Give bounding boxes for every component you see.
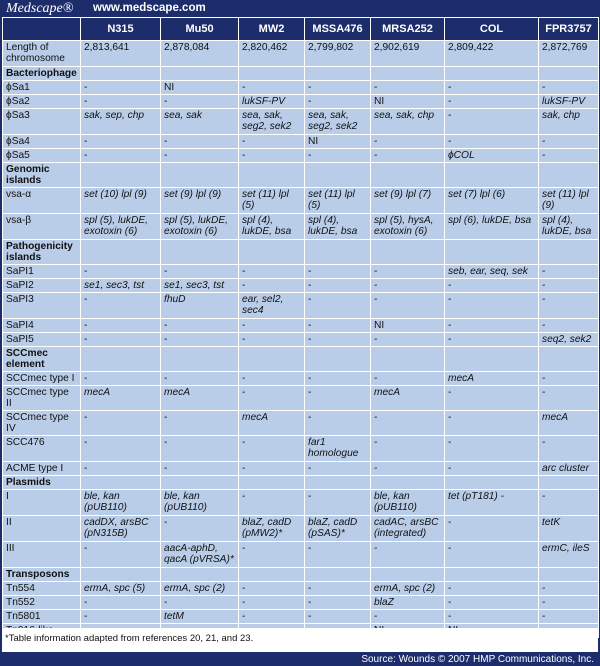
table-cell: - [239,490,305,516]
table-cell: - [81,542,161,568]
table-cell: - [371,462,445,476]
table-cell: - [445,279,539,293]
table-cell: NI [161,81,239,95]
table-cell: - [81,596,161,610]
table-row [3,41,599,67]
table-cell: - [445,411,539,436]
row-label: SCCmec type II [3,386,81,411]
table-cell: - [539,135,599,149]
section-label: Plasmids [3,476,81,490]
table-cell: - [239,436,305,462]
table-row [3,319,599,333]
empty-cell [161,347,239,372]
row-label: ϕSa1 [3,81,81,95]
table-cell: - [445,462,539,476]
empty-cell [239,67,305,81]
table-cell: - [305,462,371,476]
table-cell: ermC, ileS [539,542,599,568]
table-cell: - [305,265,371,279]
table-cell: - [445,135,539,149]
empty-cell [305,347,371,372]
table-cell: - [539,610,599,624]
table-cell: - [239,386,305,411]
table-cell: - [161,95,239,109]
empty-cell [161,163,239,188]
table-row [3,582,599,596]
table-cell: - [239,265,305,279]
row-label: ϕSa3 [3,109,81,135]
table-cell: - [539,293,599,319]
table-cell: - [161,265,239,279]
row-label: III [3,542,81,568]
empty-cell [239,568,305,582]
table-row [3,149,599,163]
table-cell: - [161,135,239,149]
table-cell: - [445,610,539,624]
table-cell: ermA, spc (5) [81,582,161,596]
table-cell: se1, sec3, tst [161,279,239,293]
table-row [3,372,599,386]
row-label: ϕSa5 [3,149,81,163]
table-cell: - [305,319,371,333]
table-cell: blaZ, cadD (pSAS)* [305,516,371,542]
table-row [3,333,599,347]
table-cell: - [161,411,239,436]
table-cell: sea, sak, seg2, sek2 [305,109,371,135]
table-cell: - [161,436,239,462]
section-label: Transposons [3,568,81,582]
empty-cell [161,240,239,265]
table-cell: - [81,610,161,624]
empty-cell [239,347,305,372]
table-row [3,386,599,411]
table-cell: seq2, sek2 [539,333,599,347]
row-label: SaPI4 [3,319,81,333]
table-cell: aacA-aphD, qacA (pVRSA)* [161,542,239,568]
table-cell: sea, sak [161,109,239,135]
table-cell: - [161,149,239,163]
table-cell: - [161,462,239,476]
table-cell: - [539,279,599,293]
table-body [3,41,599,638]
table-cell: - [81,372,161,386]
empty-cell [81,347,161,372]
table-cell: - [239,462,305,476]
header-bar [0,0,600,17]
table-cell: NI [371,95,445,109]
table-cell: - [445,293,539,319]
table-cell: - [81,81,161,95]
column-header: Mu50 [161,18,239,41]
empty-cell [539,476,599,490]
table-row [3,462,599,476]
table-cell: spl (5), lukDE, exotoxin (6) [81,214,161,240]
table-row [3,411,599,436]
table-row [3,135,599,149]
table-cell: 2,820,462 [239,41,305,67]
table-cell: - [81,319,161,333]
table-cell: cadDX, arsBC (pN315B) [81,516,161,542]
table-cell: ble, kan (pUB110) [81,490,161,516]
table-cell: cadAC, arsBC (integrated) [371,516,445,542]
table-cell: - [445,596,539,610]
table-cell: - [371,372,445,386]
empty-cell [81,67,161,81]
column-header: MRSA252 [371,18,445,41]
table-cell: ble, kan (pUB110) [161,490,239,516]
empty-cell [371,568,445,582]
empty-cell [161,568,239,582]
table-cell: - [305,279,371,293]
table-cell: mecA [161,386,239,411]
empty-cell [445,240,539,265]
table-cell: set (7) lpl (6) [445,188,539,214]
section-row [3,347,599,372]
table-row [3,610,599,624]
row-label: SCCmec type IV [3,411,81,436]
empty-cell [445,163,539,188]
table-cell: - [161,319,239,333]
empty-cell [305,67,371,81]
table-cell: sea, sak, seg2, sek2 [239,109,305,135]
table-cell: se1, sec3, tst [81,279,161,293]
table-cell: mecA [371,386,445,411]
empty-cell [81,568,161,582]
table-cell: sak, chp [539,109,599,135]
table-cell: tetM [161,610,239,624]
row-label: Tn5801 [3,610,81,624]
table-cell: far1 homologue [305,436,371,462]
table-cell: ermA, spc (2) [161,582,239,596]
empty-cell [371,347,445,372]
empty-cell [371,67,445,81]
table-cell: - [305,81,371,95]
table-cell: - [239,333,305,347]
empty-cell [305,476,371,490]
table-cell: - [239,610,305,624]
table-row [3,109,599,135]
site-url[interactable]: www.medscape.com [93,2,206,14]
table-row [3,95,599,109]
section-label: Genomic islands [3,163,81,188]
table-cell: - [161,372,239,386]
table-container [2,17,598,628]
table-cell: 2,799,802 [305,41,371,67]
table-cell: - [539,81,599,95]
table-cell: - [539,265,599,279]
section-label: SCCmec element [3,347,81,372]
table-cell: - [239,596,305,610]
table-cell: - [371,265,445,279]
column-header: FPR3757 [539,18,599,41]
empty-cell [81,163,161,188]
table-cell: - [371,279,445,293]
table-cell: lukSF-PV [239,95,305,109]
column-header: COL [445,18,539,41]
table-cell: set (10) lpl (9) [81,188,161,214]
section-label: Bacteriophage [3,67,81,81]
table-cell: - [305,293,371,319]
table-cell: blaZ [371,596,445,610]
table-cell: - [305,596,371,610]
column-header: MW2 [239,18,305,41]
row-label: vsa-β [3,214,81,240]
section-row [3,163,599,188]
table-cell: sak, sep, chp [81,109,161,135]
table-cell: - [305,95,371,109]
table-cell: - [305,490,371,516]
table-cell: - [539,149,599,163]
table-cell: seb, ear, seq, sek [445,265,539,279]
table-cell: ϕCOL [445,149,539,163]
table-cell: - [81,135,161,149]
table-cell: - [305,610,371,624]
row-label: ϕSa4 [3,135,81,149]
table-cell: NI [371,319,445,333]
table-cell: blaZ, cadD (pMW2)* [239,516,305,542]
table-cell: - [305,149,371,163]
empty-cell [81,240,161,265]
table-row [3,81,599,95]
table-row [3,214,599,240]
section-row [3,476,599,490]
table-cell: - [371,149,445,163]
empty-cell [539,347,599,372]
table-cell: set (11) lpl (5) [305,188,371,214]
table-cell: - [539,386,599,411]
table-cell: 2,813,641 [81,41,161,67]
table-cell: - [239,279,305,293]
table-cell: sea, sak, chp [371,109,445,135]
table-cell: mecA [81,386,161,411]
table-cell: - [305,386,371,411]
genome-table [2,17,599,638]
row-label: Tn552 [3,596,81,610]
table-row [3,516,599,542]
empty-cell [445,568,539,582]
table-cell: - [161,333,239,347]
empty-cell [539,240,599,265]
table-cell: - [81,149,161,163]
table-cell: - [371,436,445,462]
table-cell: - [305,372,371,386]
empty-cell [539,163,599,188]
table-cell: fhuD [161,293,239,319]
table-cell: - [539,582,599,596]
table-cell: - [371,411,445,436]
table-cell: - [161,516,239,542]
row-label: SCCmec type I [3,372,81,386]
table-cell: arc cluster [539,462,599,476]
table-cell: - [371,293,445,319]
table-row [3,279,599,293]
empty-cell [445,347,539,372]
section-row [3,240,599,265]
table-cell: - [445,582,539,596]
table-cell: 2,878,084 [161,41,239,67]
empty-cell [81,476,161,490]
row-label: II [3,516,81,542]
table-cell: - [305,333,371,347]
table-cell: - [445,516,539,542]
table-cell: - [239,582,305,596]
table-row [3,265,599,279]
section-label: Pathogenicity islands [3,240,81,265]
row-label: SaPI2 [3,279,81,293]
table-cell: ear, sel2, sec4 [239,293,305,319]
table-cell: - [305,582,371,596]
table-cell: spl (4), lukDE, bsa [539,214,599,240]
table-cell: - [305,411,371,436]
table-cell: - [539,319,599,333]
header-row [3,18,599,41]
row-label: vsa-α [3,188,81,214]
table-cell: lukSF-PV [539,95,599,109]
section-row [3,67,599,81]
empty-cell [539,67,599,81]
table-cell: - [371,135,445,149]
row-label: ϕSa2 [3,95,81,109]
empty-cell [371,476,445,490]
table-row [3,293,599,319]
table-cell: - [371,610,445,624]
table-cell: set (9) lpl (7) [371,188,445,214]
table-cell: - [371,333,445,347]
row-label: ACME type I [3,462,81,476]
empty-cell [445,67,539,81]
table-cell: - [81,333,161,347]
medscape-logo[interactable]: Medscape® [6,1,74,16]
table-cell: spl (6), lukDE, bsa [445,214,539,240]
table-row [3,188,599,214]
row-label: Tn554 [3,582,81,596]
row-label: SaPI5 [3,333,81,347]
table-cell: NI [305,135,371,149]
table-cell: - [445,109,539,135]
table-cell: ermA, spc (2) [371,582,445,596]
empty-cell [305,163,371,188]
table-cell: - [445,386,539,411]
row-label: SaPI1 [3,265,81,279]
row-label: SCC476 [3,436,81,462]
row-label: I [3,490,81,516]
table-cell: tet (pT181) - [445,490,539,516]
table-row [3,436,599,462]
table-cell: - [445,319,539,333]
table-cell: 2,902,619 [371,41,445,67]
table-row [3,542,599,568]
table-cell: - [81,265,161,279]
column-header: N315 [81,18,161,41]
empty-cell [305,568,371,582]
table-cell: mecA [445,372,539,386]
table-cell: - [81,293,161,319]
column-header: MSSA476 [305,18,371,41]
table-cell: ble, kan (pUB110) [371,490,445,516]
section-row [3,568,599,582]
table-cell: - [445,333,539,347]
table-cell: - [239,81,305,95]
row-label: Length of chromosome [3,41,81,67]
column-header [3,18,81,41]
empty-cell [371,240,445,265]
footnote: *Table information adapted from references 20, 21, and 23. [5,633,254,644]
empty-cell [239,476,305,490]
table-cell: - [445,542,539,568]
table-cell: set (9) lpl (9) [161,188,239,214]
empty-cell [161,476,239,490]
table-cell: - [81,436,161,462]
empty-cell [239,163,305,188]
table-cell: - [239,149,305,163]
table-cell: - [239,319,305,333]
row-label: SaPI3 [3,293,81,319]
source-credit: Source: Wounds © 2007 HMP Communications, Inc. [361,654,594,665]
table-cell: tetK [539,516,599,542]
empty-cell [445,476,539,490]
table-cell: - [445,95,539,109]
table-cell: spl (4), lukDE, bsa [305,214,371,240]
table-cell: - [445,81,539,95]
table-cell: - [539,372,599,386]
empty-cell [539,568,599,582]
table-cell: - [539,436,599,462]
table-cell: - [445,436,539,462]
table-cell: - [239,542,305,568]
table-cell: 2,872,769 [539,41,599,67]
table-cell: - [305,542,371,568]
table-cell: set (11) lpl (5) [239,188,305,214]
table-cell: - [81,462,161,476]
table-cell: spl (4), lukDE, bsa [239,214,305,240]
table-row [3,596,599,610]
table-cell: - [539,490,599,516]
table-cell: set (11) lpl (9) [539,188,599,214]
table-cell: - [81,411,161,436]
table-cell: mecA [239,411,305,436]
table-row [3,490,599,516]
empty-cell [371,163,445,188]
table-cell: - [239,135,305,149]
table-cell: - [161,596,239,610]
empty-cell [305,240,371,265]
empty-cell [239,240,305,265]
table-cell: - [239,372,305,386]
table-cell: spl (5), hysA, exotoxin (6) [371,214,445,240]
table-cell: - [371,81,445,95]
table-cell: - [539,596,599,610]
empty-cell [161,67,239,81]
table-cell: mecA [539,411,599,436]
table-cell: - [81,95,161,109]
table-cell: 2,809,422 [445,41,539,67]
table-cell: - [371,542,445,568]
table-cell: spl (5), lukDE, exotoxin (6) [161,214,239,240]
